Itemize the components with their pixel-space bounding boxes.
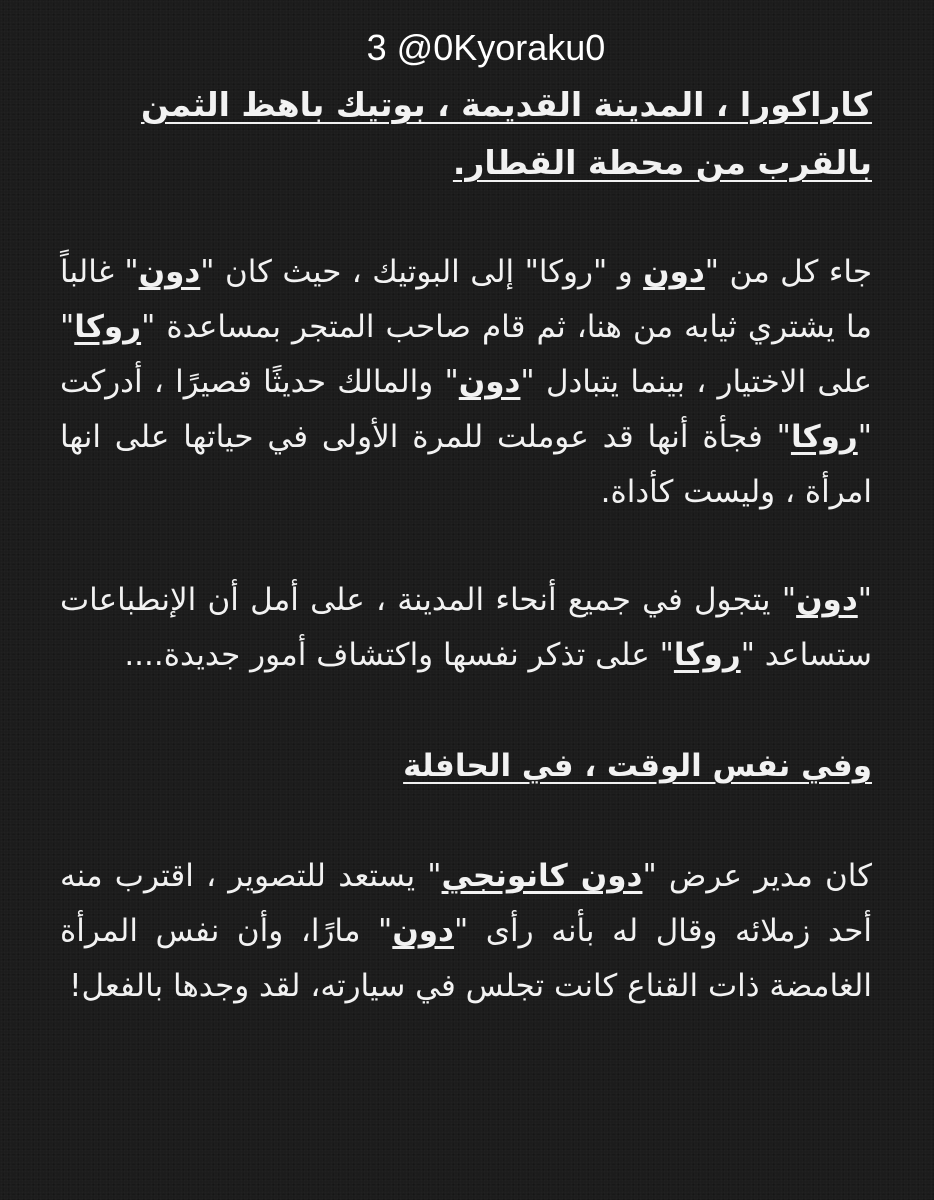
character-name: روكا (74, 309, 142, 345)
character-name: دون (458, 364, 521, 400)
note-body (60, 20, 872, 1014)
text-run: " يتجول في جميع أنحاء المدينة ، على أمل أن الإنطباعات ستساعد " (60, 582, 872, 673)
text-run: " غالباً ما يشتري ثيابه من هنا، ثم قام صاحب المتجر بمساعدة " (60, 254, 872, 345)
scene-title: كاراكورا ، المدينة القديمة ، بوتيك باهظ الثمن بالقرب من محطة القطار. (140, 85, 872, 182)
section-heading: وفي نفس الوقت ، في الحافلة (403, 748, 872, 784)
text-run: " يستعد للتصوير ، اقترب منه أحد زملائه وقال له بأنه رأى " (60, 858, 872, 949)
spacer (60, 794, 872, 849)
character-name: دون (138, 254, 201, 290)
text-run: " فجأة أنها قد عوملت للمرة الأولى في حياتها على انها امرأة ، وليست كأداة. (60, 419, 872, 510)
character-name: دون (643, 254, 705, 290)
paragraph-1 (60, 245, 872, 520)
paragraph-3 (60, 849, 872, 1014)
text-run: " (857, 582, 872, 618)
character-name: دون (796, 582, 858, 618)
spacer (60, 192, 872, 245)
spacer (60, 520, 872, 573)
text-run: و "روكا" إلى البوتيك ، حيث كان " (200, 254, 644, 290)
text-run: " على تذكر نفسها واكتشاف أمور جديدة.... (124, 637, 674, 673)
text-run: " مارًا، وأن نفس المرأة الغامضة ذات القناع كانت تجلس في سيارته، لقد وجدها بالفعل! (60, 913, 872, 1004)
character-name: روكا (673, 637, 741, 673)
text-run: جاء كل من " (704, 254, 872, 290)
text-run: " على الاختيار ، بينما يتبادل " (60, 309, 872, 400)
spacer (60, 683, 872, 738)
text-run: " والمالك حديثًا قصيرًا ، أدركت " (60, 364, 872, 455)
author-handle: 3 @0Kyoraku0 (366, 27, 606, 68)
paragraph-2 (60, 573, 872, 683)
text-run: كان مدير عرض " (642, 858, 872, 894)
character-name: روكا (790, 419, 858, 455)
character-name: دون كانونجي (441, 858, 643, 894)
character-name: دون (392, 913, 454, 949)
